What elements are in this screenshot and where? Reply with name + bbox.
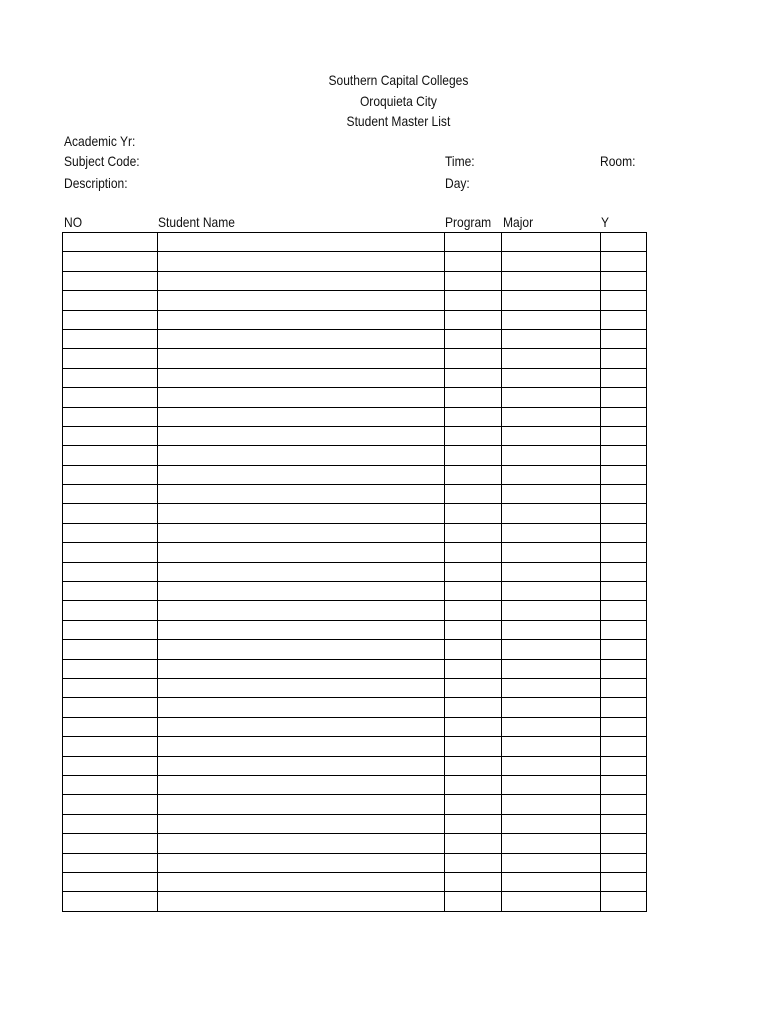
student-name-cell: [158, 756, 445, 775]
year-cell: [601, 310, 647, 329]
table-row: [63, 388, 647, 407]
table-row: [63, 310, 647, 329]
student-name-cell: [158, 872, 445, 891]
no-cell: [63, 271, 158, 290]
year-cell: [601, 892, 647, 911]
program-cell: [445, 388, 502, 407]
major-cell: [502, 640, 601, 659]
year-cell: [601, 329, 647, 348]
program-cell: [445, 737, 502, 756]
no-cell: [63, 582, 158, 601]
major-cell: [502, 834, 601, 853]
major-cell: [502, 388, 601, 407]
student-name-cell: [158, 853, 445, 872]
program-cell: [445, 892, 502, 911]
major-cell: [502, 892, 601, 911]
program-cell: [445, 601, 502, 620]
table-row: [63, 678, 647, 697]
program-cell: [445, 659, 502, 678]
student-name-cell: [158, 892, 445, 911]
major-cell: [502, 678, 601, 697]
subject-code-label: Subject Code:: [64, 153, 140, 169]
program-cell: [445, 329, 502, 348]
program-cell: [445, 233, 502, 252]
table-row: [63, 543, 647, 562]
program-cell: [445, 717, 502, 736]
room-label: Room:: [600, 153, 636, 169]
table-row: [63, 717, 647, 736]
major-cell: [502, 562, 601, 581]
academic-year-label: Academic Yr:: [64, 133, 136, 149]
major-cell: [502, 543, 601, 562]
program-cell: [445, 426, 502, 445]
year-cell: [601, 504, 647, 523]
program-cell: [445, 291, 502, 310]
student-name-cell: [158, 678, 445, 697]
student-name-cell: [158, 291, 445, 310]
year-cell: [601, 795, 647, 814]
year-cell: [601, 271, 647, 290]
program-cell: [445, 698, 502, 717]
program-cell: [445, 271, 502, 290]
year-cell: [601, 349, 647, 368]
student-name-cell: [158, 737, 445, 756]
program-cell: [445, 523, 502, 542]
table-row: [63, 601, 647, 620]
student-name-cell: [158, 775, 445, 794]
year-cell: [601, 388, 647, 407]
program-cell: [445, 834, 502, 853]
table-row: [63, 659, 647, 678]
table-row: [63, 834, 647, 853]
student-name-cell: [158, 329, 445, 348]
year-cell: [601, 698, 647, 717]
student-name-cell: [158, 368, 445, 387]
year-cell: [601, 620, 647, 639]
year-cell: [601, 368, 647, 387]
student-name-cell: [158, 582, 445, 601]
year-cell: [601, 465, 647, 484]
time-label: Time:: [445, 153, 475, 169]
year-cell: [601, 640, 647, 659]
table-row: [63, 853, 647, 872]
program-cell: [445, 446, 502, 465]
column-header-program: Program: [445, 214, 492, 230]
table-row: [63, 329, 647, 348]
student-name-cell: [158, 834, 445, 853]
year-cell: [601, 775, 647, 794]
major-cell: [502, 717, 601, 736]
table-row: [63, 233, 647, 252]
student-name-cell: [158, 562, 445, 581]
year-cell: [601, 426, 647, 445]
no-cell: [63, 349, 158, 368]
table-row: [63, 814, 647, 833]
column-header-major: Major: [503, 214, 534, 230]
no-cell: [63, 523, 158, 542]
no-cell: [63, 834, 158, 853]
program-cell: [445, 756, 502, 775]
program-cell: [445, 582, 502, 601]
student-name-cell: [158, 814, 445, 833]
program-cell: [445, 310, 502, 329]
major-cell: [502, 775, 601, 794]
no-cell: [63, 562, 158, 581]
no-cell: [63, 504, 158, 523]
program-cell: [445, 562, 502, 581]
table-row: [63, 640, 647, 659]
student-master-table: [62, 232, 647, 912]
major-cell: [502, 446, 601, 465]
year-cell: [601, 562, 647, 581]
year-cell: [601, 523, 647, 542]
program-cell: [445, 368, 502, 387]
major-cell: [502, 523, 601, 542]
program-cell: [445, 640, 502, 659]
no-cell: [63, 853, 158, 872]
major-cell: [502, 620, 601, 639]
major-cell: [502, 698, 601, 717]
table-row: [63, 795, 647, 814]
table-row: [63, 504, 647, 523]
major-cell: [502, 233, 601, 252]
table-row: [63, 523, 647, 542]
program-cell: [445, 349, 502, 368]
major-cell: [502, 407, 601, 426]
student-name-cell: [158, 543, 445, 562]
program-cell: [445, 814, 502, 833]
year-cell: [601, 659, 647, 678]
no-cell: [63, 485, 158, 504]
year-cell: [601, 582, 647, 601]
year-cell: [601, 834, 647, 853]
program-cell: [445, 853, 502, 872]
student-name-cell: [158, 310, 445, 329]
major-cell: [502, 368, 601, 387]
document-title: Student Master List: [346, 113, 451, 129]
table-row: [63, 252, 647, 271]
year-cell: [601, 814, 647, 833]
no-cell: [63, 872, 158, 891]
year-cell: [601, 678, 647, 697]
major-cell: [502, 659, 601, 678]
major-cell: [502, 872, 601, 891]
major-cell: [502, 582, 601, 601]
student-name-cell: [158, 504, 445, 523]
year-cell: [601, 407, 647, 426]
major-cell: [502, 504, 601, 523]
day-label: Day:: [445, 175, 470, 191]
student-name-cell: [158, 698, 445, 717]
no-cell: [63, 426, 158, 445]
year-cell: [601, 601, 647, 620]
table-row: [63, 872, 647, 891]
year-cell: [601, 543, 647, 562]
major-cell: [502, 814, 601, 833]
major-cell: [502, 737, 601, 756]
program-cell: [445, 795, 502, 814]
description-label: Description:: [64, 175, 128, 191]
program-cell: [445, 485, 502, 504]
major-cell: [502, 795, 601, 814]
student-name-cell: [158, 252, 445, 271]
major-cell: [502, 485, 601, 504]
program-cell: [445, 407, 502, 426]
no-cell: [63, 291, 158, 310]
year-cell: [601, 446, 647, 465]
no-cell: [63, 407, 158, 426]
major-cell: [502, 291, 601, 310]
table-row: [63, 737, 647, 756]
program-cell: [445, 775, 502, 794]
major-cell: [502, 853, 601, 872]
student-name-cell: [158, 717, 445, 736]
no-cell: [63, 543, 158, 562]
student-name-cell: [158, 271, 445, 290]
table-row: [63, 349, 647, 368]
table-row: [63, 775, 647, 794]
column-header-year: Y: [601, 214, 610, 230]
table-row: [63, 446, 647, 465]
major-cell: [502, 271, 601, 290]
student-name-cell: [158, 426, 445, 445]
year-cell: [601, 853, 647, 872]
no-cell: [63, 368, 158, 387]
table-row: [63, 407, 647, 426]
table-row: [63, 698, 647, 717]
table-row: [63, 368, 647, 387]
student-name-cell: [158, 388, 445, 407]
program-cell: [445, 504, 502, 523]
no-cell: [63, 329, 158, 348]
school-name: Southern Capital Colleges: [328, 72, 469, 88]
year-cell: [601, 756, 647, 775]
no-cell: [63, 892, 158, 911]
no-cell: [63, 601, 158, 620]
major-cell: [502, 252, 601, 271]
year-cell: [601, 872, 647, 891]
student-name-cell: [158, 349, 445, 368]
table-row: [63, 465, 647, 484]
major-cell: [502, 465, 601, 484]
city-name: Oroquieta City: [359, 93, 437, 109]
student-name-cell: [158, 233, 445, 252]
no-cell: [63, 659, 158, 678]
no-cell: [63, 446, 158, 465]
table-row: [63, 756, 647, 775]
year-cell: [601, 737, 647, 756]
no-cell: [63, 640, 158, 659]
major-cell: [502, 329, 601, 348]
student-name-cell: [158, 640, 445, 659]
column-header-student-name: Student Name: [158, 214, 235, 230]
year-cell: [601, 233, 647, 252]
table-body: [63, 233, 647, 912]
table-row: [63, 620, 647, 639]
table-row: [63, 562, 647, 581]
student-name-cell: [158, 795, 445, 814]
year-cell: [601, 717, 647, 736]
major-cell: [502, 601, 601, 620]
program-cell: [445, 620, 502, 639]
year-cell: [601, 252, 647, 271]
student-name-cell: [158, 446, 445, 465]
no-cell: [63, 737, 158, 756]
no-cell: [63, 756, 158, 775]
no-cell: [63, 388, 158, 407]
no-cell: [63, 233, 158, 252]
column-header-no: NO: [64, 214, 83, 230]
major-cell: [502, 310, 601, 329]
major-cell: [502, 426, 601, 445]
no-cell: [63, 465, 158, 484]
table-row: [63, 485, 647, 504]
program-cell: [445, 678, 502, 697]
student-name-cell: [158, 485, 445, 504]
no-cell: [63, 698, 158, 717]
program-cell: [445, 543, 502, 562]
major-cell: [502, 756, 601, 775]
table-row: [63, 426, 647, 445]
student-name-cell: [158, 465, 445, 484]
no-cell: [63, 252, 158, 271]
year-cell: [601, 485, 647, 504]
year-cell: [601, 291, 647, 310]
table-row: [63, 892, 647, 911]
table-row: [63, 582, 647, 601]
student-name-cell: [158, 620, 445, 639]
program-cell: [445, 252, 502, 271]
major-cell: [502, 349, 601, 368]
student-name-cell: [158, 659, 445, 678]
no-cell: [63, 678, 158, 697]
table-row: [63, 291, 647, 310]
no-cell: [63, 620, 158, 639]
student-name-cell: [158, 601, 445, 620]
no-cell: [63, 795, 158, 814]
table-row: [63, 271, 647, 290]
student-name-cell: [158, 523, 445, 542]
program-cell: [445, 465, 502, 484]
no-cell: [63, 310, 158, 329]
no-cell: [63, 717, 158, 736]
student-name-cell: [158, 407, 445, 426]
no-cell: [63, 814, 158, 833]
program-cell: [445, 872, 502, 891]
no-cell: [63, 775, 158, 794]
